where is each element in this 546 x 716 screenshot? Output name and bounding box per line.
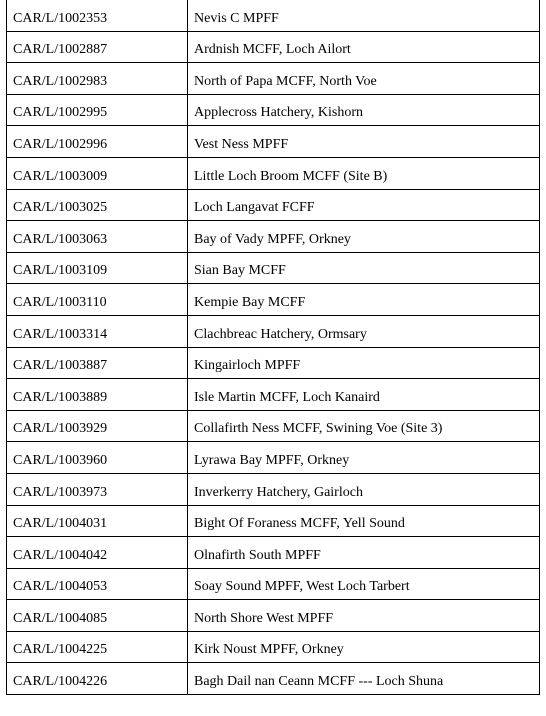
table-row (7, 600, 540, 632)
site-name-cell: Applecross Hatchery, Kishorn (188, 94, 540, 126)
site-name-cell: Kempie Bay MCFF (188, 284, 540, 316)
table-row (7, 0, 540, 31)
licence-reference-cell: CAR/L/1004053 (7, 568, 188, 600)
licence-table (6, 0, 540, 695)
licence-reference-cell: CAR/L/1004225 (7, 631, 188, 663)
licence-reference-cell: CAR/L/1002887 (7, 31, 188, 63)
site-name-cell: Little Loch Broom MCFF (Site B) (188, 157, 540, 189)
licence-reference-cell: CAR/L/1002996 (7, 126, 188, 158)
site-name-cell: Collafirth Ness MCFF, Swining Voe (Site 3) (188, 410, 540, 442)
licence-reference-cell: CAR/L/1003025 (7, 189, 188, 221)
site-name-cell: North Shore West MPFF (188, 600, 540, 632)
table-row (7, 221, 540, 253)
site-name-cell: Bagh Dail nan Ceann MCFF --- Loch Shuna (188, 663, 540, 695)
licence-reference-cell: CAR/L/1003109 (7, 252, 188, 284)
site-name-cell: Bight Of Foraness MCFF, Yell Sound (188, 505, 540, 537)
table-row (7, 505, 540, 537)
site-name-cell: Loch Langavat FCFF (188, 189, 540, 221)
site-name-cell: Nevis C MPFF (188, 0, 540, 31)
table-row (7, 126, 540, 158)
site-name-cell: Olnafirth South MPFF (188, 537, 540, 569)
site-name-cell: Kingairloch MPFF (188, 347, 540, 379)
licence-reference-cell: CAR/L/1003009 (7, 157, 188, 189)
site-name-cell: Kirk Noust MPFF, Orkney (188, 631, 540, 663)
licence-reference-cell: CAR/L/1004226 (7, 663, 188, 695)
site-name-cell: Ardnish MCFF, Loch Ailort (188, 31, 540, 63)
licence-reference-cell: CAR/L/1002353 (7, 0, 188, 31)
table-row (7, 347, 540, 379)
licence-reference-cell: CAR/L/1004031 (7, 505, 188, 537)
site-name-cell: North of Papa MCFF, North Voe (188, 63, 540, 95)
table-row (7, 410, 540, 442)
licence-reference-cell: CAR/L/1002983 (7, 63, 188, 95)
licence-reference-cell: CAR/L/1004042 (7, 537, 188, 569)
site-name-cell: Clachbreac Hatchery, Ormsary (188, 315, 540, 347)
licence-reference-cell: CAR/L/1003889 (7, 379, 188, 411)
licence-reference-cell: CAR/L/1004085 (7, 600, 188, 632)
licence-reference-cell: CAR/L/1003063 (7, 221, 188, 253)
table-row (7, 663, 540, 695)
table-row (7, 63, 540, 95)
site-name-cell: Lyrawa Bay MPFF, Orkney (188, 442, 540, 474)
table-row (7, 379, 540, 411)
table-row (7, 252, 540, 284)
table-row (7, 631, 540, 663)
site-name-cell: Isle Martin MCFF, Loch Kanaird (188, 379, 540, 411)
licence-reference-cell: CAR/L/1003973 (7, 473, 188, 505)
table-row (7, 537, 540, 569)
site-name-cell: Inverkerry Hatchery, Gairloch (188, 473, 540, 505)
site-name-cell: Sian Bay MCFF (188, 252, 540, 284)
table-row (7, 568, 540, 600)
licence-reference-cell: CAR/L/1003887 (7, 347, 188, 379)
licence-reference-cell: CAR/L/1003929 (7, 410, 188, 442)
licence-table-body (7, 0, 540, 695)
site-name-cell: Bay of Vady MPFF, Orkney (188, 221, 540, 253)
table-row (7, 157, 540, 189)
table-row (7, 442, 540, 474)
licence-reference-cell: CAR/L/1003960 (7, 442, 188, 474)
table-row (7, 284, 540, 316)
licence-reference-cell: CAR/L/1003110 (7, 284, 188, 316)
table-row (7, 473, 540, 505)
site-name-cell: Vest Ness MPFF (188, 126, 540, 158)
table-row (7, 31, 540, 63)
table-row (7, 315, 540, 347)
licence-reference-cell: CAR/L/1003314 (7, 315, 188, 347)
table-row (7, 94, 540, 126)
licence-reference-cell: CAR/L/1002995 (7, 94, 188, 126)
site-name-cell: Soay Sound MPFF, West Loch Tarbert (188, 568, 540, 600)
table-row (7, 189, 540, 221)
